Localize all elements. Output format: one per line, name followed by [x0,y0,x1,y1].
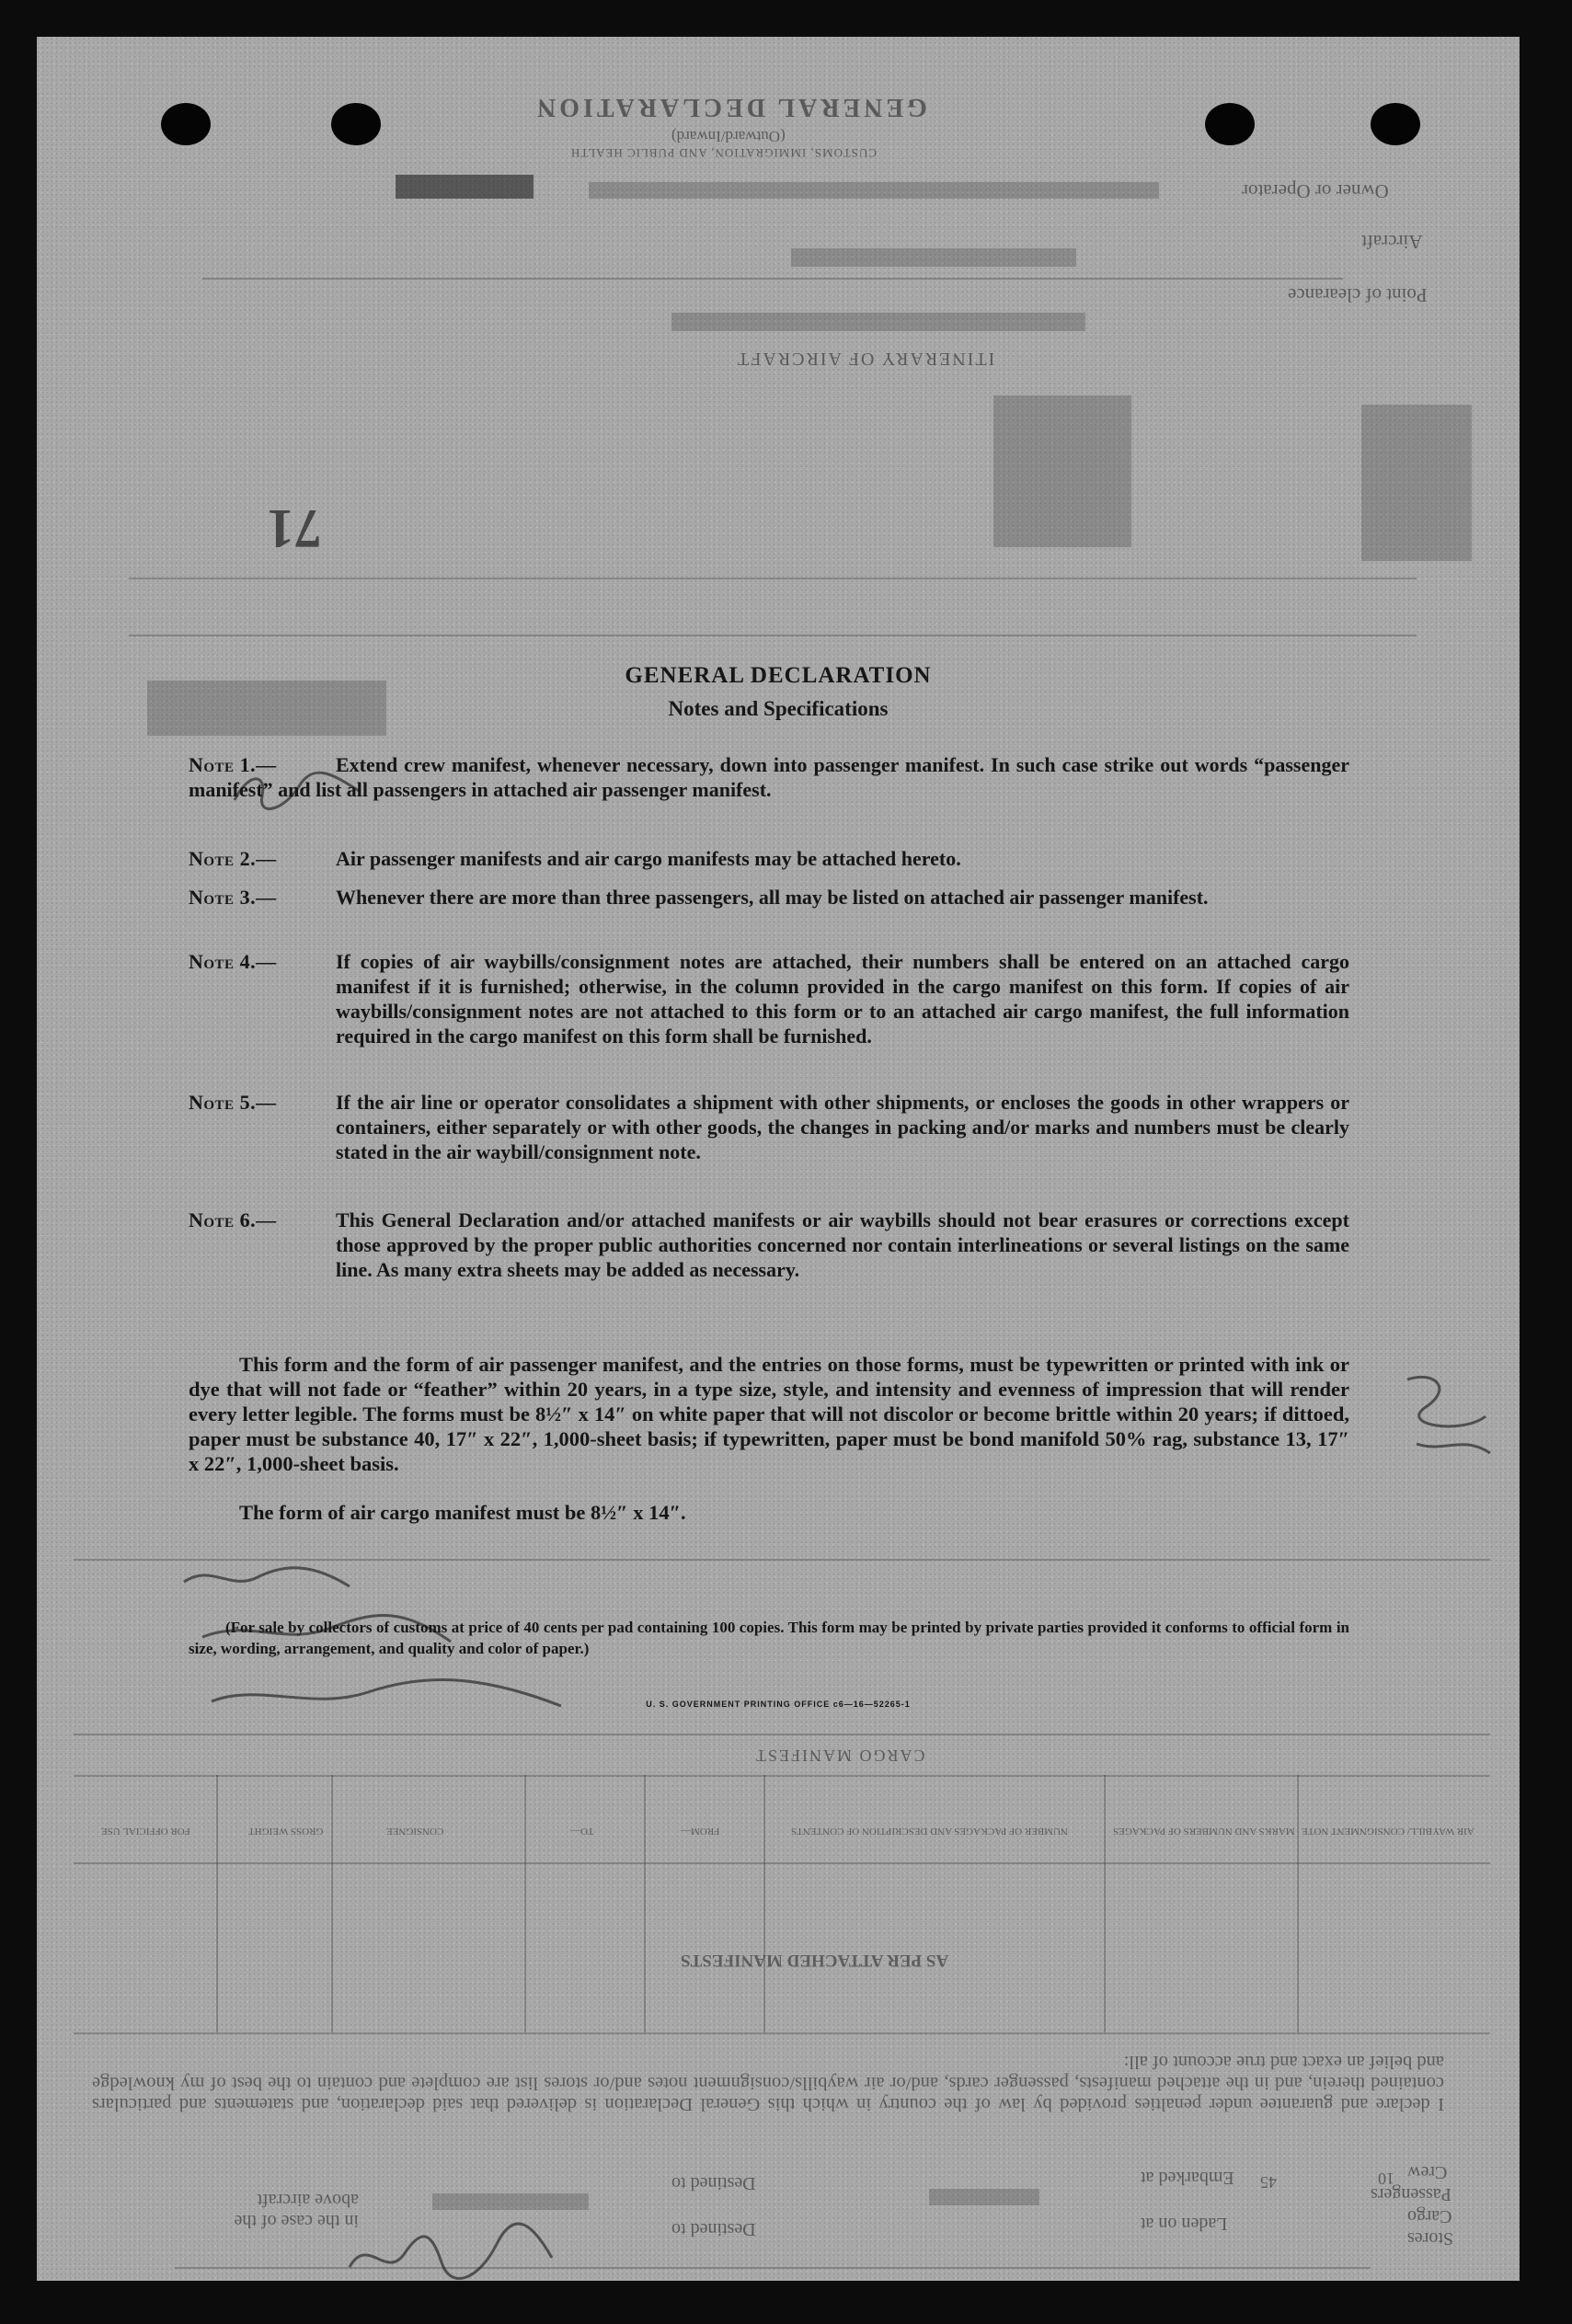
bleed-cargo-col-label-1: AIR WAYBILL/ CONSIGNMENT NOTE [1302,1826,1474,1837]
document-sheet [37,37,1520,2281]
bleed-cargo-col-label-6: CONSIGNEE [386,1826,444,1837]
bleed-cargo-col-label-5: TO— [570,1826,594,1837]
bleed-big-number: 71 [267,498,322,559]
bleed-cargo-col-label-8: FOR OFFICIAL USE [101,1826,190,1837]
bleed-aircraft-label: Aircraft [1361,231,1423,253]
note-1-label: Note 1.— [189,753,277,776]
note-6 [189,1208,1349,1282]
bleed-cargo-col-label-4: FROM— [681,1826,720,1837]
bleed-crew-count: 10 [1378,2169,1394,2188]
bleed-point-label: Point of clearance [1288,284,1428,306]
notes-and-specifications [37,37,1520,2281]
bleed-header-title: GENERAL DECLARATION [534,93,927,121]
bleed-owner-label: Owner or Operator [1242,180,1389,202]
bleed-cargo-label: Cargo [1407,2206,1452,2227]
note-2 [189,846,1349,871]
note-4-text: If copies of air waybills/consignment notes are attached, their numbers shall be entered on an attached cargo manifest if it is furnished; otherwise, in the column provided in the cargo manifest on this form. If copies of air waybills/consignment notes are not attached to this form or to an attached air cargo manifest, the full information required in the cargo manifest on this form shall be furnished. [336,950,1349,1048]
form-specification-paragraph [189,1352,1349,1476]
note-4-label: Note 4.— [189,950,277,973]
note-4 [189,949,1349,1048]
bleed-header-sub2: CUSTOMS, IMMIGRATION, AND PUBLIC HEALTH [570,146,877,160]
note-3 [189,885,1349,910]
bleed-itinerary-label: ITINERARY OF AIRCRAFT [736,349,995,369]
note-2-label: Note 2.— [189,847,277,870]
sale-notice: (For sale by collectors of customs at price of 40 cents per pad containing 100 copies. This form may be printed by private parties provided it conforms to official form in size, wording, arrangement, and quality and color of paper.) [189,1619,1349,1657]
printing-office-line: U. S. GOVERNMENT PRINTING OFFICE c6—16—52265-1 [646,1700,911,1709]
note-5-text: If the air line or operator consolidates a shipment with other shipments, or encloses the goods in other wrappers or containers, either separately or with other goods, the changes in packing and/or marks and numbers must be clearly stated in the air waybill/consignment note. [336,1091,1349,1163]
page-title: GENERAL DECLARATION [625,663,932,688]
note-1-text: Extend crew manifest, whenever necessary, down into passenger manifest. In such case strike out words “passenger manifest” and list all passengers in attached air passenger manifest. [189,753,1349,801]
cargo-manifest-size-line [189,1500,1349,1525]
note-3-text: Whenever there are more than three passengers, all may be listed on attached air passenger manifest. [336,886,1209,909]
bleed-cargo-col-label-7: GROSS WEIGHT [248,1826,324,1837]
note-6-text: This General Declaration and/or attached manifests or air waybills should not bear erasures or corrections except those approved by the proper public authorities concerned nor contain interlineations or several listings on the same line. As many extra sheets may be added as necessary. [336,1208,1349,1281]
bleed-pax-count: 45 [1260,2173,1277,2192]
note-5 [189,1090,1349,1164]
cargo-manifest-size-text: The form of air cargo manifest must be 8½″ x 14″. [239,1501,686,1524]
bleed-cargo-col-label-3: NUMBER OF PACKAGES AND DESCRIPTION OF CONTENTS [791,1826,1068,1837]
bleed-case-label: in the case of the above aircraft [234,2190,359,2231]
note-2-text: Air passenger manifests and air cargo manifests may be attached hereto. [336,847,961,870]
bleed-passengers-label: Passengers [1371,2184,1452,2204]
bleed-laden-label: Laden on at [1141,2214,1228,2234]
bleed-destined-label-2: Destined to [671,2219,756,2239]
bleed-cargo-manifest-label: CARGO MANIFEST [754,1746,925,1765]
form-specification-text: This form and the form of air passenger manifest, and the entries on those forms, must be typewritten or printed with ink or dye that will not fade or “feather” within 20 years, in a type size, style, and intensity and evenness of impression that will render every letter legible. The forms must be 8½″ x 14″ on white paper that will not discolor or become brittle within 20 years; if dittoed, paper must be substance 40, 17″ x 22″, 1,000-sheet basis; if typewritten, paper must be bond manifold 50% rag, substance 13, 17″ x 22″, 1,000-sheet basis. [189,1353,1349,1475]
bleed-declaration-text: I declare and guarantee under penalties provided by law of the country in which this General Declaration is delivered that said declaration, and statements and particulars contained therein, and in the attached manifests, passenger cards, and/or air waybills/consignment notes and/or stores list are complete and contain to the best of my knowledge and belief an exact and true account of all: [92,2052,1444,2114]
note-6-label: Note 6.— [189,1208,277,1231]
bleed-stores-label: Stores [1407,2228,1453,2249]
note-3-label: Note 3.— [189,886,277,909]
note-5-label: Note 5.— [189,1091,277,1114]
note-1 [189,752,1349,802]
bleed-crew-label: Crew [1407,2162,1448,2182]
bleed-destined-label-1: Destined to [671,2173,756,2193]
bleed-per-manifest: AS PER ATTACHED MANIFESTS [681,1951,949,1970]
page-subtitle: Notes and Specifications [668,697,889,720]
bleed-header-sub1: (Outward/Inward) [671,128,786,145]
bleed-cargo-col-label-2: MARKS AND NUMBERS OF PACKAGES [1113,1826,1295,1837]
bleed-embarked-label: Embarked at [1141,2168,1234,2188]
